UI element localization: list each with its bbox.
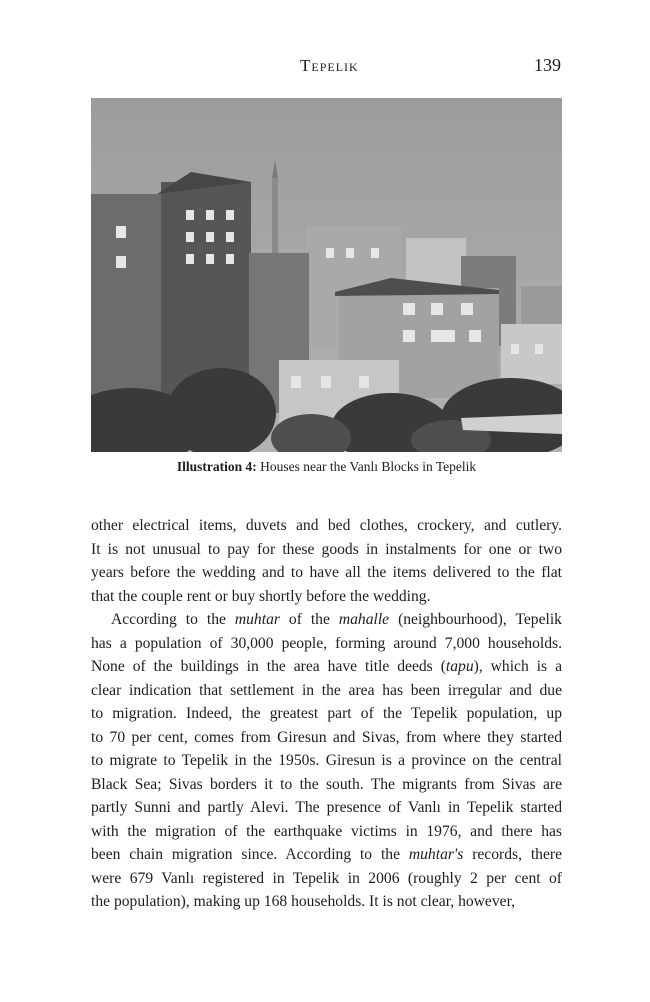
text-line: other electrical items, duvets and bed clothes, crockery, and cutlery. xyxy=(91,517,562,534)
text-line: clear indication that settlement in the area has been irregular and due xyxy=(91,681,562,699)
text-line: to migrate to Tepelik in the 1950s. Giresun is a province on the central xyxy=(91,752,562,769)
text-line: partly Sunni and partly Alevi. The presence of Vanlı in Tepelik started xyxy=(91,799,562,816)
text-line: None of the buildings in the area have title deeds (tapu), which is a xyxy=(91,658,562,675)
italic-term: muhtar's xyxy=(408,846,464,863)
text-line: years before the wedding and to have all the items delivered to the flat xyxy=(91,564,562,581)
text-line: the population), making up 168 households. It is not clear, however, xyxy=(91,893,516,910)
text-line: that the couple rent or buy shortly before the wedding. xyxy=(91,587,431,605)
text-line: been chain migration since. According to the muhtar's records, there xyxy=(91,846,562,863)
italic-term: mahalle xyxy=(338,611,390,628)
text-line: According to the muhtar of the mahalle (neighbourhood), Tepelik xyxy=(111,611,562,628)
italic-term: muhtar xyxy=(234,611,280,628)
running-head: Tepelik xyxy=(300,56,359,75)
houses-photo xyxy=(91,98,562,452)
page-number: 139 xyxy=(534,55,561,75)
text-line: Black Sea; Sivas borders it to the south. The migrants from Sivas are xyxy=(91,775,562,793)
caption-label: Illustration 4: xyxy=(176,459,257,474)
text-line: to migration. Indeed, the greatest part of the Tepelik population, up xyxy=(91,705,562,722)
text-line: were 679 Vanlı registered in Tepelik in 2006 (roughly 2 per cent of xyxy=(91,869,562,887)
italic-term: tapu xyxy=(445,658,474,675)
text-line: with the migration of the earthquake victims in 1976, and there has xyxy=(91,822,562,840)
text-line: to 70 per cent, comes from Giresun and Sivas, from where they started xyxy=(91,728,562,746)
body-text xyxy=(91,514,562,914)
figure-caption xyxy=(91,459,562,475)
text-line: has a population of 30,000 people, forming around 7,000 households. xyxy=(91,634,562,652)
text-line: It is not unusual to pay for these goods in instalments for one or two xyxy=(91,540,562,558)
caption-text: Houses near the Vanlı Blocks in Tepelik xyxy=(256,459,477,474)
